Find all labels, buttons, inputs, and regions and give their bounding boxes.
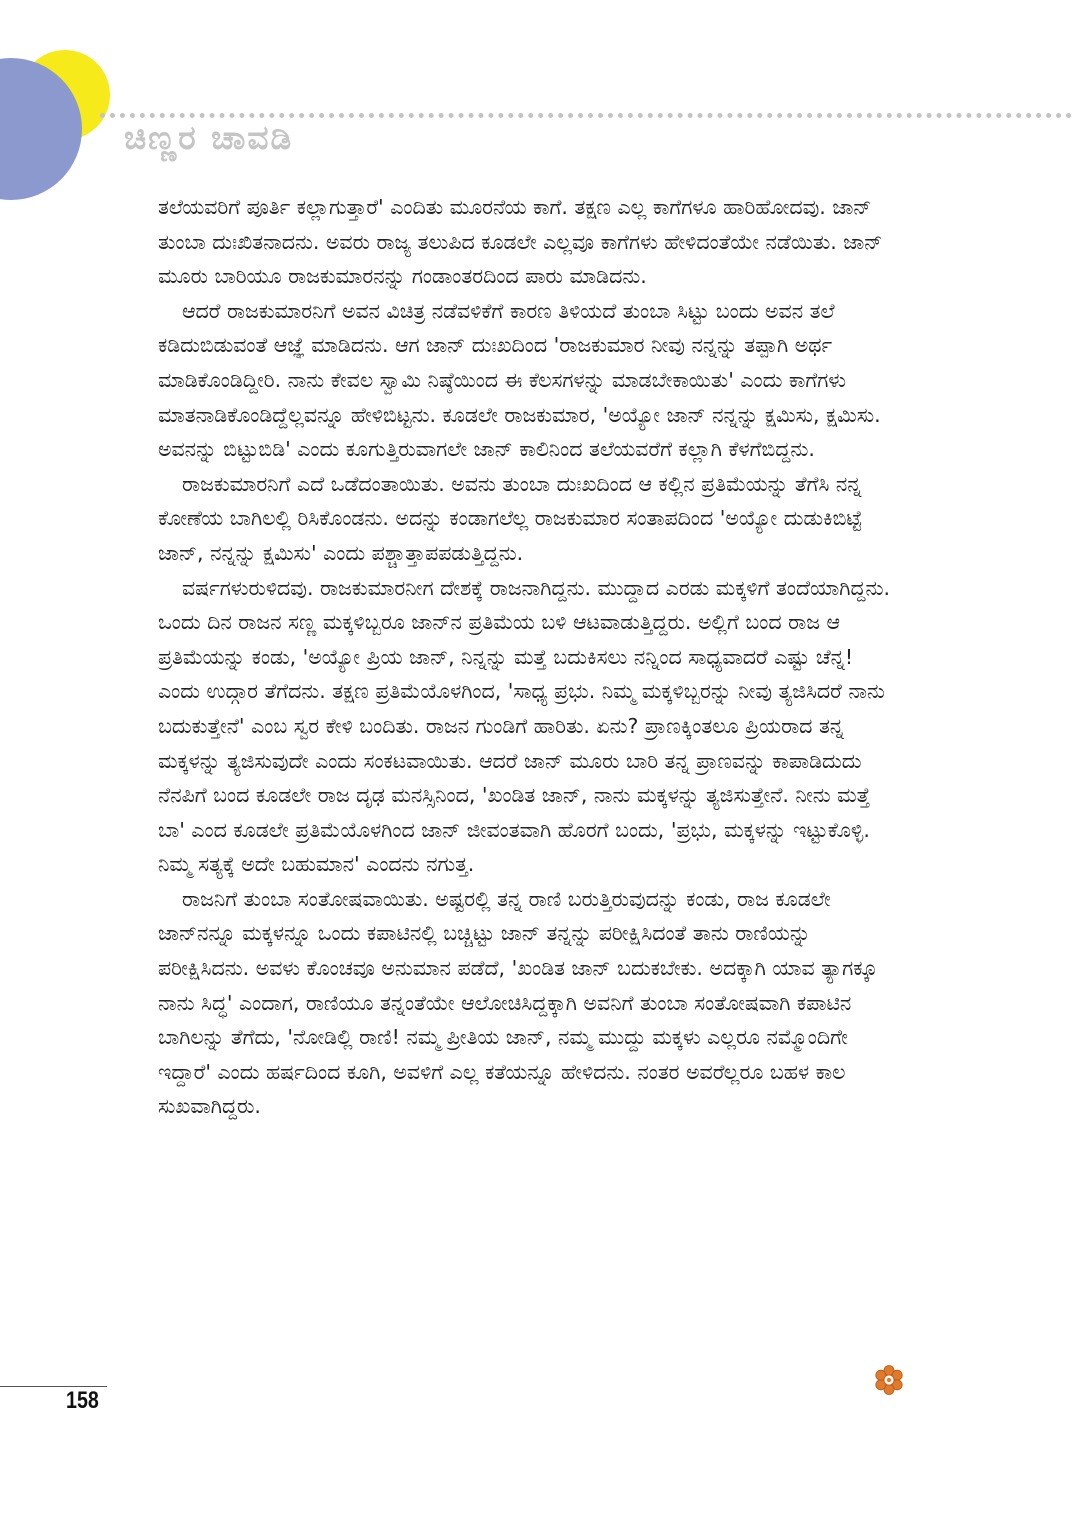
paragraph-3: ರಾಜಕುಮಾರನಿಗೆ ಎದೆ ಒಡೆದಂತಾಯಿತು. ಅವನು ತುಂಬಾ ದುಃಖದಿಂದ ಆ ಕಲ್ಲಿನ ಪ್ರತಿಮೆಯನ್ನು ತೆಗೆಸಿ ನನ್ನ ಕೋಣೆಯ ಬಾಗಿಲಲ್ಲಿ ರಿಸಿಕೊಂಡನು. ಅದನ್ನು ಕಂಡಾಗಲೆಲ್ಲ ರಾಜಕುಮಾರ ಸಂತಾಪದಿಂದ 'ಅಯ್ಯೋ ದುಡುಕಿಬಿಟ್ಟೆ ಜಾನ್, ನನ್ನನ್ನು ಕ್ಷಮಿಸು' ಎಂದು ಪಶ್ಚಾತ್ತಾಪಪಡುತ್ತಿದ್ದನು. <box>158 471 863 565</box>
paragraph-2: ಆದರೆ ರಾಜಕುಮಾರನಿಗೆ ಅವನ ವಿಚಿತ್ರ ನಡೆವಳಿಕೆಗೆ ಕಾರಣ ತಿಳಿಯದೆ ತುಂಬಾ ಸಿಟ್ಟು ಬಂದು ಅವನ ತಲೆ ಕಡಿದುಬಿಡುವಂತೆ ಆಜ್ಞೆ ಮಾಡಿದನು. ಆಗ ಜಾನ್ ದುಃಖದಿಂದ 'ರಾಜಕುಮಾರ ನೀವು ನನ್ನನ್ನು ತಪ್ಪಾಗಿ ಅರ್ಥ ಮಾಡಿಕೊಂಡಿದ್ದೀರಿ. ನಾನು ಕೇವಲ ಸ್ವಾಮಿ ನಿಷ್ಠೆಯಿಂದ ಈ ಕೆಲಸಗಳನ್ನು ಮಾಡಬೇಕಾಯಿತು' ಎಂದು ಕಾಗೆಗಳು ಮಾತನಾಡಿಕೊಂಡಿದ್ದೆಲ್ಲವನ್ನೂ ಹೇಳಿಬಿಟ್ಟನು. ಕೂಡಲೇ ರಾಜಕುಮಾರ, 'ಅಯ್ಯೋ ಜಾನ್ ನನ್ನನ್ನು ಕ್ಷಮಿಸು, ಕ್ಷಮಿಸು. ಅವನನ್ನು ಬಿಟ್ಟುಬಿಡಿ' ಎಂದು ಕೂಗುತ್ತಿರುವಾಗಲೇ ಜಾನ್ ಕಾಲಿನಿಂದ ತಲೆಯವರೆಗೆ ಕಲ್ಲಾಗಿ ಕೆಳಗೆಬಿದ್ದನು. <box>158 298 881 462</box>
paragraph-4: ವರ್ಷಗಳುರುಳಿದವು. ರಾಜಕುಮಾರನೀಗ ದೇಶಕ್ಕೆ ರಾಜನಾಗಿದ್ದನು. ಮುದ್ದಾದ ಎರಡು ಮಕ್ಕಳಿಗೆ ತಂದೆಯಾಗಿದ್ದನು. ಒಂದು ದಿನ ರಾಜನ ಸಣ್ಣ ಮಕ್ಕಳಿಬ್ಬರೂ ಜಾನ್‌ನ ಪ್ರತಿಮೆಯ ಬಳಿ ಆಟವಾಡುತ್ತಿದ್ದರು. ಅಲ್ಲಿಗೆ ಬಂದ ರಾಜ ಆ ಪ್ರತಿಮೆಯನ್ನು ಕಂಡು, 'ಅಯ್ಯೋ ಪ್ರಿಯ ಜಾನ್, ನಿನ್ನನ್ನು ಮತ್ತೆ ಬದುಕಿಸಲು ನನ್ನಿಂದ ಸಾಧ್ಯವಾದರೆ ಎಷ್ಟು ಚೆನ್ನ! ಎಂದು ಉದ್ಗಾರ ತೆಗೆದನು. ತಕ್ಷಣ ಪ್ರತಿಮೆಯೊಳಗಿಂದ, 'ಸಾಧ್ಯ ಪ್ರಭು. ನಿಮ್ಮ ಮಕ್ಕಳಿಬ್ಬರನ್ನು ನೀವು ತ್ಯಜಿಸಿದರೆ ನಾನು ಬದುಕುತ್ತೇನೆ' ಎಂಬ ಸ್ವರ ಕೇಳಿ ಬಂದಿತು. ರಾಜನ ಗುಂಡಿಗೆ ಹಾರಿತು. ಏನು? ಪ್ರಾಣಕ್ಕಿಂತಲೂ ಪ್ರಿಯರಾದ ತನ್ನ ಮಕ್ಕಳನ್ನು ತ್ಯಜಿಸುವುದೇ ಎಂದು ಸಂಕಟವಾಯಿತು. ಆದರೆ ಜಾನ್ ಮೂರು ಬಾರಿ ತನ್ನ ಪ್ರಾಣವನ್ನು ಕಾಪಾಡಿದುದು ನೆನಪಿಗೆ ಬಂದ ಕೂಡಲೇ ರಾಜ ದೃಢ ಮನಸ್ಸಿನಿಂದ, 'ಖಂಡಿತ ಜಾನ್, ನಾನು ಮಕ್ಕಳನ್ನು ತ್ಯಜಿಸುತ್ತೇನೆ. ನೀನು ಮತ್ತೆ ಬಾ' ಎಂದ ಕೂಡಲೇ ಪ್ರತಿಮೆಯೊಳಗಿಂದ ಜಾನ್ ಜೀವಂತವಾಗಿ ಹೊರಗೆ ಬಂದು, 'ಪ್ರಭು, ಮಕ್ಕಳನ್ನು ಇಟ್ಟುಕೊಳ್ಳಿ. ನಿಮ್ಮ ಸತ್ಯಕ್ಕೆ ಅದೇ ಬಹುಮಾನ' ಎಂದನು ನಗುತ್ತ. <box>158 575 890 877</box>
paragraph-1: ತಲೆಯವರಿಗೆ ಪೂರ್ತಿ ಕಲ್ಲಾಗುತ್ತಾರೆ' ಎಂದಿತು ಮೂರನೆಯ ಕಾಗೆ. ತಕ್ಷಣ ಎಲ್ಲ ಕಾಗೆಗಳೂ ಹಾರಿಹೋದವು. ಜಾನ್ ತುಂಬಾ ದುಃಖಿತನಾದನು. ಅವರು ರಾಜ್ಯ ತಲುಪಿದ ಕೂಡಲೇ ಎಲ್ಲವೂ ಕಾಗೆಗಳು ಹೇಳಿದಂತೆಯೇ ನಡೆಯಿತು. ಜಾನ್ ಮೂರು ಬಾರಿಯೂ ರಾಜಕುಮಾರನನ್ನು ಗಂಡಾಂತರದಿಂದ ಪಾರು ಮಾಡಿದನು. <box>158 195 883 289</box>
page-number: 158 <box>66 1387 99 1414</box>
paragraph-5: ರಾಜನಿಗೆ ತುಂಬಾ ಸಂತೋಷವಾಯಿತು. ಅಷ್ಟರಲ್ಲಿ ತನ್ನ ರಾಣಿ ಬರುತ್ತಿರುವುದನ್ನು ಕಂಡು, ರಾಜ ಕೂಡಲೇ ಜಾನ್‌ನನ್ನೂ ಮಕ್ಕಳನ್ನೂ ಒಂದು ಕಪಾಟಿನಲ್ಲಿ ಬಚ್ಚಿಟ್ಟು ಜಾನ್ ತನ್ನನ್ನು ಪರೀಕ್ಷಿಸಿದಂತೆ ತಾನು ರಾಣಿಯನ್ನು ಪರೀಕ್ಷಿಸಿದನು. ಅವಳು ಕೊಂಚವೂ ಅನುಮಾನ ಪಡೆದೆ, 'ಖಂಡಿತ ಜಾನ್ ಬದುಕಬೇಕು. ಅದಕ್ಕಾಗಿ ಯಾವ ತ್ಯಾಗಕ್ಕೂ ನಾನು ಸಿದ್ಧ' ಎಂದಾಗ, ರಾಣಿಯೂ ತನ್ನಂತೆಯೇ ಆಲೋಚಿಸಿದ್ದಕ್ಕಾಗಿ ಅವನಿಗೆ ತುಂಬಾ ಸಂತೋಷವಾಗಿ ಕಪಾಟಿನ ಬಾಗಿಲನ್ನು ತೆಗೆದು, 'ನೋಡಿಲ್ಲಿ ರಾಣಿ! ನಮ್ಮ ಪ್ರೀತಿಯ ಜಾನ್, ನಮ್ಮ ಮುದ್ದು ಮಕ್ಕಳು ಎಲ್ಲರೂ ನಮ್ಮೊಂದಿಗೇ ಇದ್ದಾರೆ' ಎಂದು ಹರ್ಷದಿಂದ ಕೂಗಿ, ಅವಳಿಗೆ ಎಲ್ಲ ಕತೆಯನ್ನೂ ಹೇಳಿದನು. ನಂತರ ಅವರೆಲ್ಲರೂ ಬಹಳ ಕಾಲ ಸುಖವಾಗಿದ್ದರು. <box>158 886 878 1119</box>
flower-icon <box>873 1364 905 1396</box>
story-body <box>158 190 894 1360</box>
section-title: ಚಿಣ್ಣರ ಚಾವಡಿ <box>124 118 294 157</box>
